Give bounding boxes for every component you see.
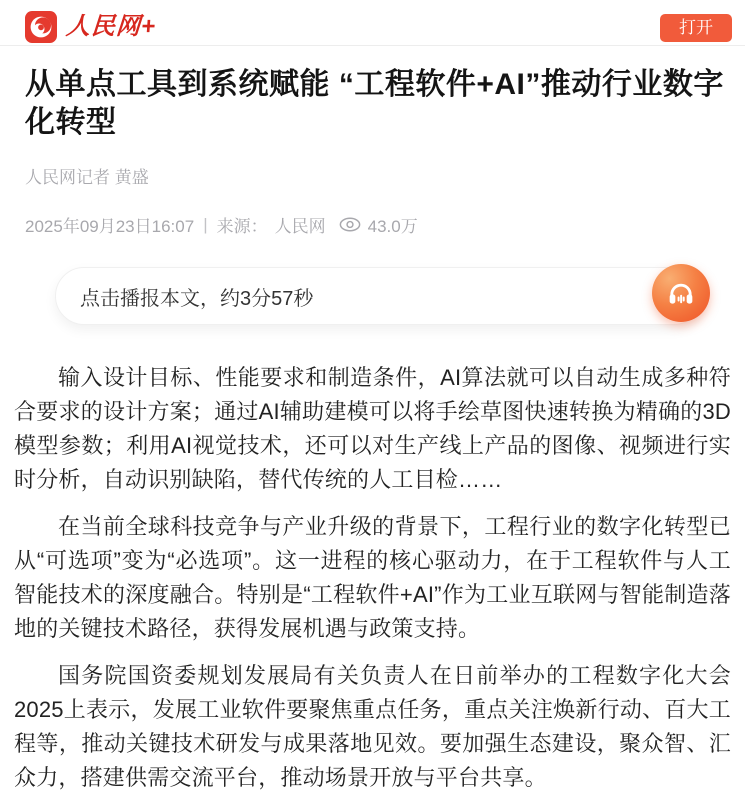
article-head bbox=[0, 66, 745, 237]
article-title: 从单点工具到系统赋能 “工程软件+AI”推动行业数字化转型 bbox=[25, 68, 724, 139]
audio-playback-bar[interactable] bbox=[55, 267, 703, 325]
eye-icon bbox=[339, 217, 361, 232]
source-name: 人民网 bbox=[274, 217, 326, 236]
paragraph-3: 国务院国资委规划发展局有关负责人在日前举办的工程数字化大会2025上表示，发展工业软件要聚焦重点任务，重点关注焕新行动、百大工程等，推动关键技术研发与成果落地见效。要加强生态建设，聚众智、汇众力，搭建供需交流平台，推动场景开放与平台共享。 bbox=[14, 663, 731, 790]
open-app-button[interactable]: 打开 bbox=[660, 14, 732, 42]
article-author: 人民网记者 黄盛 bbox=[25, 168, 149, 187]
audio-play-button[interactable] bbox=[652, 264, 710, 322]
publish-date: 2025年09月23日16:07 bbox=[25, 217, 195, 236]
app-header bbox=[0, 0, 745, 46]
article-body bbox=[0, 361, 745, 795]
brand[interactable] bbox=[25, 11, 156, 43]
paragraph-2: 在当前全球科技竞争与产业升级的背景下，工程行业的数字化转型已从“可选项”变为“必选项”。这一进程的核心驱动力，在于工程软件与人工智能技术的深度融合。特别是“工程软件+AI”作为工业互联网与智能制造落地的关键技术路径，获得发展机遇与政策支持。 bbox=[14, 514, 731, 641]
meta-separator: | bbox=[203, 214, 208, 234]
source-label: 来源： bbox=[216, 217, 268, 236]
audio-playback-label: 点击播报本文，约3分57秒 bbox=[80, 287, 314, 310]
article-meta bbox=[25, 212, 725, 237]
app-wordmark: 人民网+ bbox=[65, 13, 157, 40]
headphones-icon bbox=[664, 276, 698, 310]
people-daily-logo-icon bbox=[25, 11, 57, 43]
view-count: 43.0万 bbox=[367, 217, 418, 236]
paragraph-1: 输入设计目标、性能要求和制造条件，AI算法就可以自动生成多种符合要求的设计方案；通过AI辅助建模可以将手绘草图快速转换为精确的3D模型参数；利用AI视觉技术，还可以对生产线上产品的图像、视频进行实时分析，自动识别缺陷，替代传统的人工目检…… bbox=[14, 365, 731, 492]
